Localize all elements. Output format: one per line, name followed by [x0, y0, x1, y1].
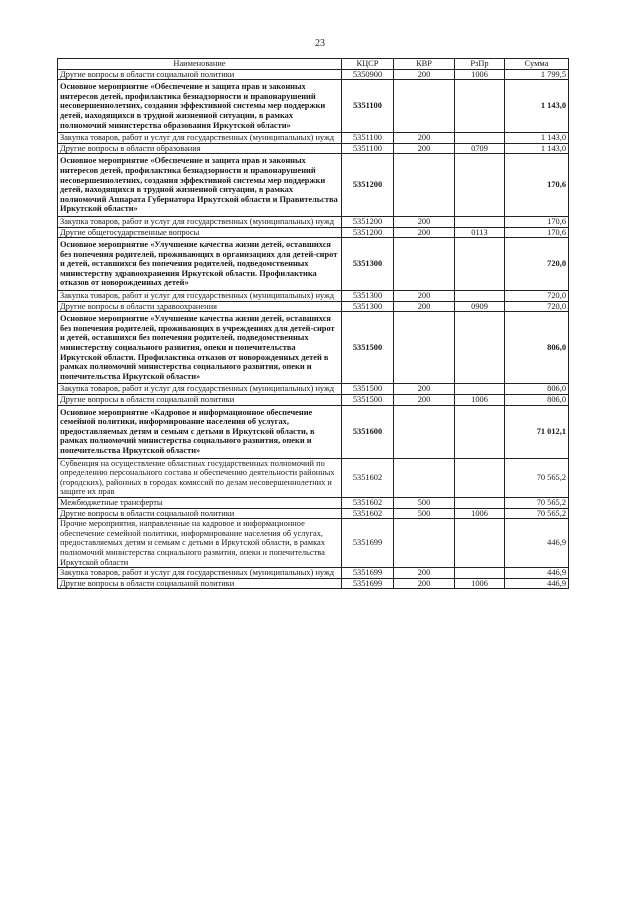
row-kcsr-cell: 5351602 — [342, 508, 394, 519]
row-kcsr-cell: 5351500 — [342, 395, 394, 406]
row-name-cell: Межбюджетные трансферты — [58, 497, 342, 508]
table-row — [58, 238, 569, 291]
row-name-cell: Основное мероприятие «Обеспечение и защита прав и законных интересов детей, профилактика безнадзорности и правонарушений несовершеннолетних, создания эффективной системы мер поддержки детей, находящихся в трудной жизненной ситуации, в рамках полномочий Аппарата Губернатора Иркутской области и Правительства Иркутской области» — [58, 154, 342, 217]
table-row — [58, 395, 569, 406]
row-kcsr-cell: 5351500 — [342, 384, 394, 395]
row-name-cell: Основное мероприятие «Улучшение качества жизни детей, оставшихся без попечения родителей, проживающих в организациях для детей-сирот и детей, оставшихся без попечения родителей, подведомственных министерству здравоохранения Иркутской области. Профилактика отказов от новорожденных детей» — [58, 238, 342, 291]
row-sum-cell: 806,0 — [505, 384, 569, 395]
row-name-cell: Другие общегосударственные вопросы — [58, 227, 342, 238]
row-kcsr-cell: 5351699 — [342, 568, 394, 579]
row-rzpr-cell — [455, 216, 505, 227]
row-rzpr-cell — [455, 291, 505, 302]
row-name-cell: Другие вопросы в области социальной политики — [58, 508, 342, 519]
row-name-cell: Другие вопросы в области образования — [58, 143, 342, 154]
row-kvr-cell — [394, 405, 455, 458]
table-row — [58, 497, 569, 508]
row-sum-cell: 1 799,5 — [505, 69, 569, 80]
table-row — [58, 301, 569, 312]
table-row — [58, 568, 569, 579]
table-row — [58, 508, 569, 519]
row-sum-cell: 170,6 — [505, 227, 569, 238]
row-rzpr-cell — [455, 405, 505, 458]
row-name-cell: Другие вопросы в области социальной политики — [58, 578, 342, 589]
row-kcsr-cell: 5351602 — [342, 458, 394, 497]
table-row — [58, 458, 569, 497]
row-kcsr-cell: 5351100 — [342, 80, 394, 133]
page-number: 23 — [315, 38, 325, 49]
row-kvr-cell: 200 — [394, 395, 455, 406]
row-kvr-cell: 200 — [394, 578, 455, 589]
row-kcsr-cell: 5351699 — [342, 578, 394, 589]
table-row — [58, 519, 569, 568]
row-kcsr-cell: 5351200 — [342, 216, 394, 227]
table-body — [58, 69, 569, 589]
row-rzpr-cell — [455, 519, 505, 568]
row-kcsr-cell: 5351200 — [342, 227, 394, 238]
table-row — [58, 227, 569, 238]
row-name-cell: Закупка товаров, работ и услуг для государственных (муниципальных) нужд — [58, 216, 342, 227]
row-rzpr-cell: 1006 — [455, 395, 505, 406]
row-kcsr-cell: 5351300 — [342, 291, 394, 302]
row-sum-cell: 720,0 — [505, 291, 569, 302]
row-kvr-cell: 200 — [394, 301, 455, 312]
row-kcsr-cell: 5351600 — [342, 405, 394, 458]
row-sum-cell: 170,6 — [505, 154, 569, 217]
row-name-cell: Другие вопросы в области социальной политики — [58, 395, 342, 406]
row-kvr-cell — [394, 80, 455, 133]
row-kcsr-cell: 5351300 — [342, 301, 394, 312]
row-rzpr-cell — [455, 384, 505, 395]
row-name-cell: Основное мероприятие «Обеспечение и защита прав и законных интересов детей, профилактика безнадзорности и правонарушений несовершеннолетних, создания эффективной системы мер поддержки детей, находящихся в трудной жизненной ситуации, в рамках полномочий министерства образования Иркутской области» — [58, 80, 342, 133]
row-name-cell: Другие вопросы в области социальной политики — [58, 69, 342, 80]
row-kvr-cell: 200 — [394, 143, 455, 154]
table-row — [58, 69, 569, 80]
row-kcsr-cell: 5351200 — [342, 154, 394, 217]
row-rzpr-cell: 0909 — [455, 301, 505, 312]
row-kvr-cell: 200 — [394, 133, 455, 144]
row-sum-cell: 1 143,0 — [505, 143, 569, 154]
row-sum-cell: 70 565,2 — [505, 508, 569, 519]
table-row — [58, 143, 569, 154]
budget-table — [57, 58, 569, 589]
row-kcsr-cell: 5351500 — [342, 312, 394, 384]
row-sum-cell: 1 143,0 — [505, 133, 569, 144]
row-sum-cell: 446,9 — [505, 519, 569, 568]
row-kvr-cell: 200 — [394, 69, 455, 80]
row-kvr-cell: 200 — [394, 384, 455, 395]
table-header-row — [58, 59, 569, 70]
row-rzpr-cell — [455, 238, 505, 291]
row-sum-cell: 71 012,1 — [505, 405, 569, 458]
row-kvr-cell — [394, 238, 455, 291]
table-row — [58, 578, 569, 589]
table-row — [58, 133, 569, 144]
row-kcsr-cell: 5351300 — [342, 238, 394, 291]
row-kvr-cell: 500 — [394, 508, 455, 519]
row-sum-cell: 446,9 — [505, 568, 569, 579]
row-rzpr-cell — [455, 497, 505, 508]
row-kvr-cell: 500 — [394, 497, 455, 508]
header-kcsr: КЦСР — [342, 59, 394, 70]
row-rzpr-cell — [455, 80, 505, 133]
row-sum-cell: 720,0 — [505, 238, 569, 291]
row-rzpr-cell: 1006 — [455, 578, 505, 589]
row-rzpr-cell — [455, 458, 505, 497]
row-rzpr-cell: 1006 — [455, 508, 505, 519]
row-rzpr-cell — [455, 133, 505, 144]
row-kcsr-cell: 5351602 — [342, 497, 394, 508]
row-name-cell: Закупка товаров, работ и услуг для государственных (муниципальных) нужд — [58, 291, 342, 302]
table-row — [58, 80, 569, 133]
row-name-cell: Закупка товаров, работ и услуг для государственных (муниципальных) нужд — [58, 384, 342, 395]
table-row — [58, 154, 569, 217]
table-row — [58, 405, 569, 458]
table-row — [58, 312, 569, 384]
row-rzpr-cell: 0113 — [455, 227, 505, 238]
row-sum-cell: 720,0 — [505, 301, 569, 312]
row-kcsr-cell: 5351100 — [342, 133, 394, 144]
header-rzpr: РзПр — [455, 59, 505, 70]
row-kvr-cell: 200 — [394, 568, 455, 579]
table-row — [58, 384, 569, 395]
row-kcsr-cell: 5351699 — [342, 519, 394, 568]
row-name-cell: Закупка товаров, работ и услуг для государственных (муниципальных) нужд — [58, 568, 342, 579]
row-sum-cell: 1 143,0 — [505, 80, 569, 133]
row-kcsr-cell: 5351100 — [342, 143, 394, 154]
row-kvr-cell — [394, 519, 455, 568]
header-name: Наименование — [58, 59, 342, 70]
row-rzpr-cell: 1006 — [455, 69, 505, 80]
table-row — [58, 216, 569, 227]
row-kvr-cell — [394, 312, 455, 384]
row-name-cell: Прочие мероприятия, направленные на кадровое и информационное обеспечение семейной политики, информирование населения об услугах, предоставляемых детям и семьям с детьми в Иркутской области, в рамках полномочий министерства социального развития, опеки и попечительства Иркутской области — [58, 519, 342, 568]
table-row — [58, 291, 569, 302]
row-rzpr-cell — [455, 154, 505, 217]
row-sum-cell: 70 565,2 — [505, 458, 569, 497]
row-kvr-cell — [394, 154, 455, 217]
header-sum: Сумма — [505, 59, 569, 70]
row-kcsr-cell: 5350900 — [342, 69, 394, 80]
row-rzpr-cell — [455, 568, 505, 579]
row-name-cell: Субвенция на осуществление областных государственных полномочий по определению персонального состава и обеспечению деятельности районных (городских), районных в городах комиссий по делам несовершеннолетних и защите их прав — [58, 458, 342, 497]
row-sum-cell: 170,6 — [505, 216, 569, 227]
row-kvr-cell — [394, 458, 455, 497]
row-name-cell: Другие вопросы в области здравоохранения — [58, 301, 342, 312]
header-kvr: КВР — [394, 59, 455, 70]
row-kvr-cell: 200 — [394, 291, 455, 302]
row-name-cell: Закупка товаров, работ и услуг для государственных (муниципальных) нужд — [58, 133, 342, 144]
row-name-cell: Основное мероприятие «Улучшение качества жизни детей, оставшихся без попечения родителей, проживающих в учреждениях для детей-сирот и детей, оставшихся без попечения родителей, подведомственных министерству социального развития, опеки и попечительства Иркутской области. Профилактика отказов от новорожденных детей в рамках полномочий министерства социального развития, опеки и попечительства Иркутской области» — [58, 312, 342, 384]
row-sum-cell: 806,0 — [505, 395, 569, 406]
row-sum-cell: 446,9 — [505, 578, 569, 589]
row-sum-cell: 70 565,2 — [505, 497, 569, 508]
row-name-cell: Основное мероприятие «Кадровое и информационное обеспечение семейной политики, информирование населения об услугах, предоставляемых детям и семьям с детьми в Иркутской области, в рамках полномочий министерства социального развития, опеки и попечительства Иркутской области» — [58, 405, 342, 458]
row-sum-cell: 806,0 — [505, 312, 569, 384]
row-rzpr-cell: 0709 — [455, 143, 505, 154]
row-kvr-cell: 200 — [394, 216, 455, 227]
row-kvr-cell: 200 — [394, 227, 455, 238]
row-rzpr-cell — [455, 312, 505, 384]
